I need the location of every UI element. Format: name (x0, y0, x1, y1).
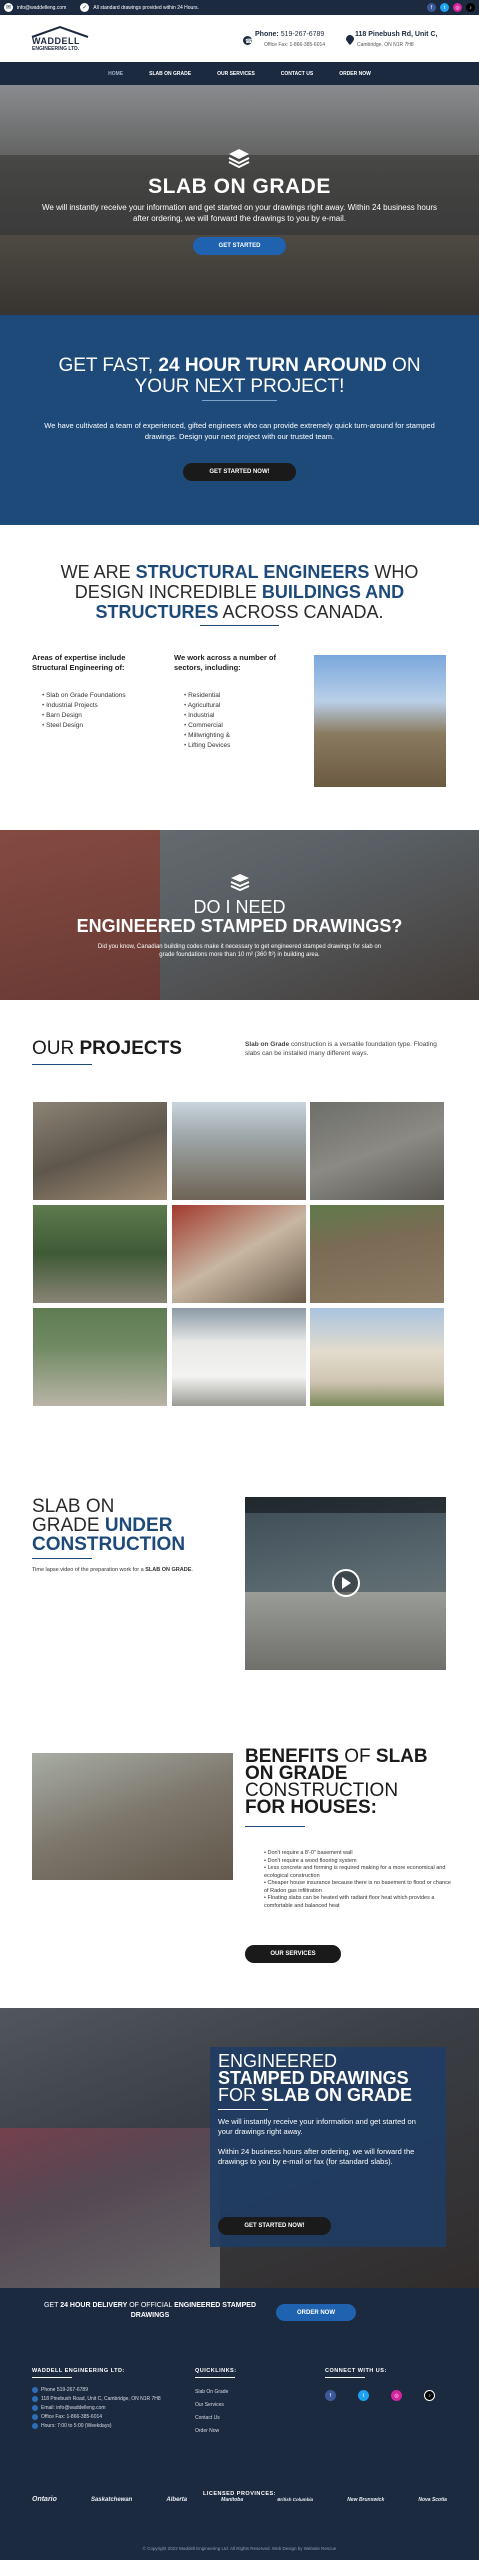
email-icon (32, 2405, 38, 2411)
footer-quicklinks-column (195, 2368, 275, 2438)
construction-video[interactable] (245, 1497, 446, 1670)
turnaround-section (0, 315, 479, 525)
hero-title: SLAB ON GRADE (148, 175, 331, 198)
email-icon: ✉ (5, 5, 12, 11)
site-header (0, 15, 479, 62)
benefits-photo (32, 1753, 233, 1880)
footer-connect-column (325, 2368, 445, 2401)
province-logo: New Brunswick (347, 2496, 385, 2503)
svg-text:☎: ☎ (245, 38, 252, 45)
nav-order-now[interactable]: ORDER NOW (339, 70, 371, 77)
list-item: • Agricultural (184, 701, 294, 711)
stamped-paragraph-2: Within 24 business hours after ordering, we will forward the drawings to you by e-mail or fax (for standard slabs). (218, 2147, 415, 2166)
connect-heading: CONNECT WITH US: (325, 2368, 387, 2374)
hero-get-started-button[interactable]: GET STARTED (193, 237, 286, 255)
footer-contact-column (32, 2368, 172, 2431)
order-now-button[interactable]: ORDER NOW (276, 2304, 356, 2321)
site-footer (0, 2336, 479, 2560)
turnaround-paragraph: We have cultivated a team of experienced, gifted engineers who can provide extremely quick turn-around for stamped drawings. Design your next project with our trusted team. (44, 421, 435, 441)
list-item: • Slab on Grade Foundations (42, 691, 152, 701)
expertise-column (32, 653, 152, 731)
expertise-list (32, 691, 152, 731)
footer-hours: Hours: 7:00 to 5:00 (Weekdays) (32, 2422, 172, 2431)
logo-name: WADDELL (32, 36, 80, 46)
instagram-icon[interactable]: ◎ (453, 3, 462, 12)
stamped-get-started-button[interactable]: GET STARTED NOW! (218, 2217, 331, 2235)
location-icon (32, 2396, 38, 2402)
footer-email[interactable]: Email: info@waddelleng.com (32, 2404, 172, 2413)
fax-icon (32, 2414, 38, 2420)
hero-section (0, 85, 479, 315)
instagram-icon[interactable]: ◎ (391, 2390, 402, 2401)
province-logo: Saskatchewan (90, 2496, 133, 2503)
divider (32, 1558, 92, 1559)
list-item: • Lifting Devices (184, 741, 294, 751)
cta-text: GET 24 HOUR DELIVERY OF OFFICIAL ENGINEERED STAMPED DRAWINGS (43, 2302, 256, 2319)
list-item: • Industrial Projects (42, 701, 152, 711)
turnaround-title: GET FAST, 24 HOUR TURN AROUND ON YOUR NEXT PROJECT! (58, 355, 421, 397)
need-drawings-title: DO I NEED ENGINEERED STAMPED DRAWINGS? (76, 897, 403, 936)
need-drawings-section (0, 830, 479, 1000)
tiktok-icon[interactable]: ♪ (424, 2390, 435, 2401)
project-tile[interactable] (33, 1102, 167, 1200)
nav-our-services[interactable]: OUR SERVICES (217, 70, 255, 77)
list-item: • Cheaper house insurance because there is no basement to flood or chance of Radon gas infiltration (264, 1880, 454, 1895)
province-logo: Manitoba (221, 2496, 244, 2503)
province-logo: Nova Scotia (418, 2496, 447, 2503)
project-tile[interactable] (310, 1308, 444, 1406)
project-tile[interactable] (310, 1102, 444, 1200)
project-tile[interactable] (172, 1308, 306, 1406)
stamped-drawings-panel (210, 2047, 446, 2247)
nav-contact-us[interactable]: CONTACT US (280, 70, 314, 77)
province-logos (32, 2496, 447, 2503)
need-drawings-paragraph: Did you know, Canadian building codes make it necessary to get engineered stamped drawings for slab on grade foundations more than 10 m² (360 ft²) in building area. (97, 944, 382, 958)
under-construction-title: SLAB ON GRADE UNDER CONSTRUCTION (32, 1496, 186, 1555)
main-nav (0, 62, 479, 85)
footer-fax: Office Fax: 1-866-385-6014 (32, 2413, 172, 2422)
logo-subname: ENGINEERING LTD. (32, 46, 80, 52)
twitter-icon[interactable]: t (358, 2390, 369, 2401)
sectors-list (174, 691, 294, 751)
facebook-icon[interactable]: f (427, 3, 436, 12)
quicklink-slab-on-grade[interactable]: Slab On Grade (195, 2389, 229, 2395)
quicklink-contact-us[interactable]: Contact Us (195, 2415, 220, 2421)
divider (200, 625, 279, 626)
tiktok-icon[interactable]: ♪ (466, 3, 475, 12)
video-slab (245, 1592, 446, 1670)
benefits-title: BENEFITS OF SLAB ON GRADE CONSTRUCTION FOR HOUSES: (245, 1746, 428, 1818)
layers-icon (230, 872, 250, 897)
hero-overlay (0, 85, 479, 315)
divider (218, 2109, 268, 2110)
delivery-cta (0, 2288, 479, 2336)
list-item: • Millwrighting & (184, 731, 294, 741)
logo[interactable] (30, 25, 100, 53)
list-item: • Barn Design (42, 711, 152, 721)
header-address: 118 Pinebush Rd, Unit C, (355, 31, 438, 38)
project-tile[interactable] (33, 1205, 167, 1303)
list-item: • Industrial (184, 711, 294, 721)
divider (32, 1064, 92, 1065)
project-tile[interactable] (310, 1205, 444, 1303)
stamped-paragraph-1: We will instantly receive your information and get started on your drawings right away. (218, 2117, 416, 2136)
phone-icon (243, 32, 252, 50)
phone-icon (32, 2387, 38, 2393)
list-item: • Floating slabs can be heated with radiant floor heat which provides a comfortable and balanced heat (264, 1895, 454, 1910)
topbar-promo: All standard drawings provided within 24 Hours. (93, 4, 199, 11)
nav-slab-on-grade[interactable]: SLAB ON GRADE (149, 70, 192, 77)
our-services-button[interactable]: OUR SERVICES (245, 1945, 341, 1963)
list-item: • Don't require a 8'-0" basement wall (264, 1850, 454, 1858)
list-item: • Commercial (184, 721, 294, 731)
list-item: • Steel Design (42, 721, 152, 731)
province-logo: Alberta (166, 2496, 188, 2503)
location-icon (346, 32, 354, 50)
header-address-city: Cambridge, ON N1R 7H8 (357, 42, 414, 48)
get-started-now-button[interactable]: GET STARTED NOW! (183, 463, 296, 481)
expertise-heading: Areas of expertise include Structural Engineering of: (32, 653, 126, 672)
quicklinks-heading: QUICKLINKS: (195, 2368, 237, 2374)
province-logo: Ontario (32, 2496, 57, 2503)
header-fax: Office Fax: 1-866-385-6014 (264, 42, 326, 48)
list-item: • Don't require a wood flooring system (264, 1858, 454, 1866)
project-photo (314, 655, 446, 787)
divider (32, 2377, 72, 2378)
divider (202, 400, 277, 401)
twitter-icon[interactable]: t (440, 3, 449, 12)
divider (325, 2377, 365, 2378)
project-tile[interactable] (172, 1102, 306, 1200)
province-logo: British Columbia (277, 2497, 314, 2502)
video-caption: Time lapse video of the preparation work for a SLAB ON GRADE. (32, 1567, 193, 1573)
divider (195, 2377, 235, 2378)
quicklink-our-services[interactable]: Our Services (195, 2402, 224, 2408)
copyright: © Copyright 2023 Waddell Engineering Ltd. All Rights Reserved. Web Design by Website Rescue (142, 2546, 337, 2551)
layers-icon (228, 147, 250, 174)
footer-address: 118 Pinebush Road, Unit C, Cambridge, ON N1R 7H8 (32, 2395, 172, 2404)
facebook-icon[interactable]: f (325, 2390, 336, 2401)
project-tile[interactable] (33, 1308, 167, 1406)
benefits-list (264, 1850, 454, 1910)
projects-title: OUR PROJECTS (32, 1038, 182, 1059)
clock-icon (32, 2423, 38, 2429)
quicklink-order-now[interactable]: Order Now (195, 2428, 220, 2434)
footer-phone[interactable]: Phone 519-267-6789 (32, 2386, 172, 2395)
hero-subtitle: We will instantly receive your information and get started on your drawings right away. Within 24 business hours after ordering, we will forward the drawings to you by e-mail. (41, 203, 437, 223)
sectors-heading: We work across a number of sectors, including: (174, 653, 276, 672)
projects-description: Slab on Grade construction is a versatile foundation type. Floating slabs can be installed many different ways. (245, 1041, 437, 1057)
divider (245, 1826, 305, 1827)
licensed-provinces-heading: LICENSED PROVINCES: (202, 2491, 277, 2497)
list-item: • Residential (184, 691, 294, 701)
top-bar (0, 0, 479, 15)
sectors-column (174, 653, 294, 751)
project-tile[interactable] (172, 1205, 306, 1303)
play-icon[interactable] (332, 1569, 360, 1597)
nav-home[interactable]: HOME (108, 70, 124, 77)
header-phone[interactable]: Phone: 519-267-6789 (255, 31, 325, 38)
engineers-title: WE ARE STRUCTURAL ENGINEERS WHO DESIGN INCREDIBLE BUILDINGS AND STRUCTURES ACROSS CANADA. (60, 562, 419, 622)
footer-contact-heading: WADDELL ENGINEERING LTD: (32, 2368, 125, 2374)
topbar-email[interactable]: info@waddelleng.com (17, 4, 67, 11)
check-icon: ✓ (82, 5, 88, 11)
stamped-title: ENGINEERED STAMPED DRAWINGS FOR SLAB ON GRADE (218, 2051, 413, 2105)
list-item: • Less concrete and forming is required making for a more economical and ecological construction (264, 1865, 454, 1880)
video-header (245, 1497, 446, 1513)
